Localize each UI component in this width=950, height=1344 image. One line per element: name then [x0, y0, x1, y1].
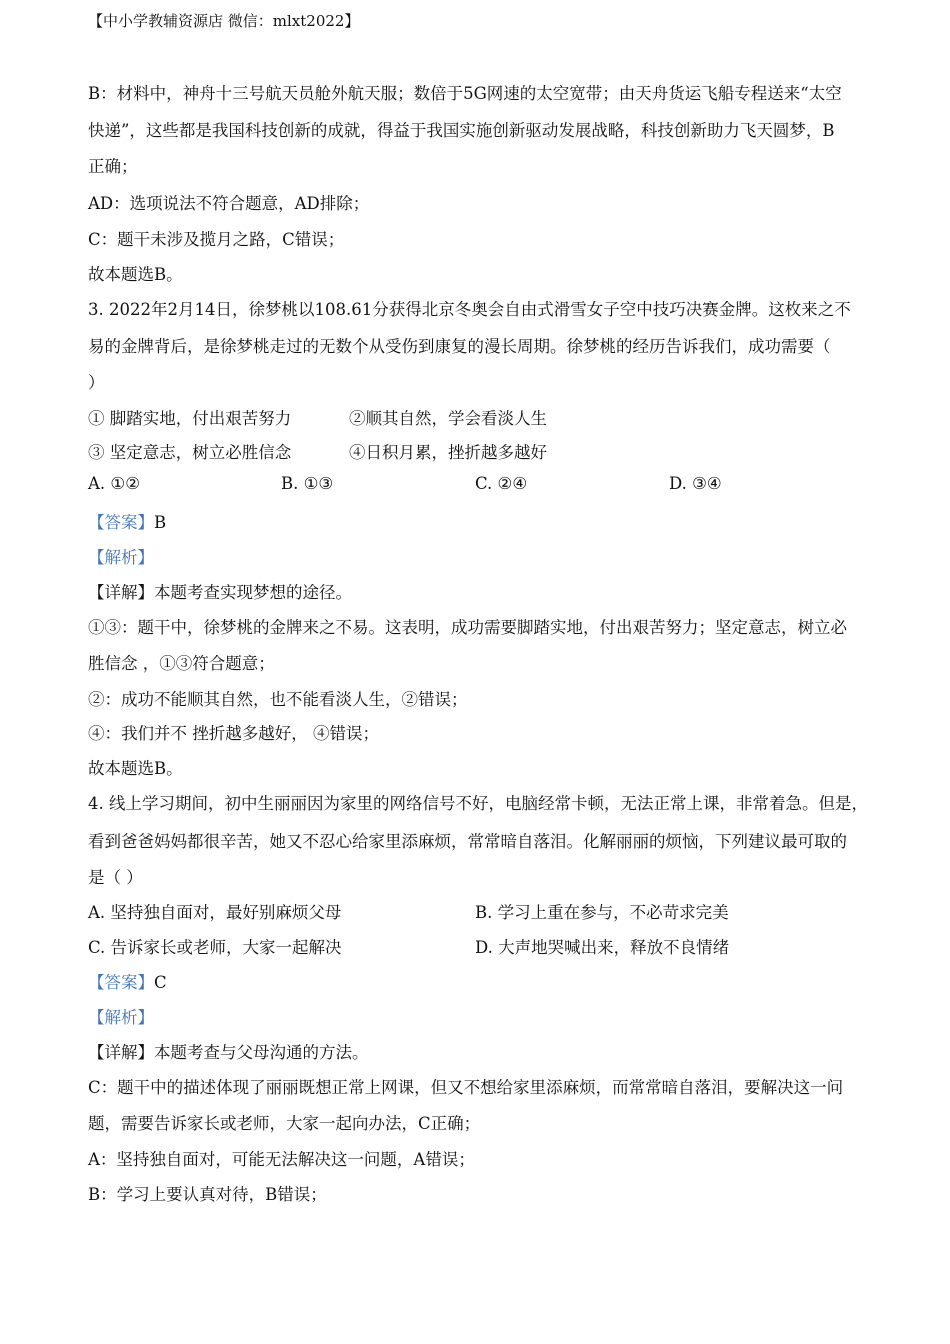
answer-value: C	[154, 973, 167, 992]
q3-analysis-tag: 【解析】	[88, 548, 154, 567]
q3-detail-line: ①③：题干中，徐梦桃的金牌来之不易。这表明，成功需要脚踏实地，付出艰苦努力；坚定意志，树立必	[88, 618, 847, 637]
q3-detail-line: 故本题选B。	[88, 759, 183, 778]
q3-statement-2: ②顺其自然，学会看淡人生	[349, 409, 547, 428]
q4-answer	[88, 969, 167, 993]
conclusion-line: 故本题选B。	[88, 265, 183, 284]
answer-tag: 【答案】	[88, 513, 154, 532]
q3-option-b: B. ①③	[281, 474, 334, 493]
explanation-line: 快递”，这些都是我国科技创新的成就，得益于我国实施创新驱动发展战略，科技创新助力飞天圆梦，B	[88, 121, 835, 140]
q3-statement-1: ① 脚踏实地，付出艰苦努力	[88, 409, 292, 428]
q4-option-b: B. 学习上重在参与，不必苛求完美	[475, 903, 729, 922]
page-header: 【中小学教辅资源店 微信：mlxt2022】	[88, 12, 360, 30]
explanation-line: 正确；	[88, 157, 138, 176]
q3-option-a: A. ①②	[88, 474, 140, 493]
question-4-stem: 4. 线上学习期间，初中生丽丽因为家里的网络信号不好，电脑经常卡顿，无法正常上课，非常着急。但是，	[88, 794, 868, 813]
q3-detail-line: 胜信念 ，①③符合题意；	[88, 654, 275, 673]
q3-detail-line: ④：我们并不 挫折越多越好， ④错误；	[88, 724, 379, 743]
q4-detail-line: B：学习上要认真对待，B错误；	[88, 1185, 327, 1204]
q4-detail-line: C：题干中的描述体现了丽丽既想正常上网课，但又不想给家里添麻烦，而常常暗自落泪，要解决这一问	[88, 1078, 844, 1097]
q4-option-d: D. 大声地哭喊出来，释放不良情绪	[475, 938, 730, 957]
q3-option-c: C. ②④	[475, 474, 528, 493]
q3-answer	[88, 509, 166, 533]
detail-text: 本题考查与父母沟通的方法。	[154, 1043, 369, 1062]
question-3-stem: 3. 2022年2月14日，徐梦桃以108.61分获得北京冬奥会自由式滑雪女子空中技巧决赛金牌。这枚来之不	[88, 300, 851, 319]
answer-tag: 【答案】	[88, 973, 154, 992]
q4-detail-line	[88, 1039, 369, 1063]
q3-statement-3: ③ 坚定意志，树立必胜信念	[88, 443, 292, 462]
detail-tag: 【详解】	[88, 1043, 154, 1062]
question-3-stem: 易的金牌背后，是徐梦桃走过的无数个从受伤到康复的漫长周期。徐梦桃的经历告诉我们，成功需要（	[88, 337, 831, 356]
explanation-line: C：题干未涉及揽月之路，C错误；	[88, 230, 345, 249]
explanation-line: B：材料中，神舟十三号航天员舱外航天服；数倍于5G网速的太空宽带；由天舟货运飞船专程送来“太空	[88, 84, 842, 103]
detail-text: 本题考查实现梦想的途径。	[154, 583, 352, 602]
answer-value: B	[154, 513, 167, 532]
explanation-line: AD：选项说法不符合题意，AD排除；	[88, 194, 370, 213]
q4-option-c: C. 告诉家长或老师，大家一起解决	[88, 938, 342, 957]
q3-statement-4: ④日积月累，挫折越多越好	[349, 443, 547, 462]
question-3-stem: ）	[88, 373, 105, 392]
q4-analysis-tag: 【解析】	[88, 1008, 154, 1027]
q4-detail-line: A：坚持独自面对，可能无法解决这一问题，A错误；	[88, 1150, 475, 1169]
question-4-stem: 看到爸爸妈妈都很辛苦，她又不忍心给家里添麻烦，常常暗自落泪。化解丽丽的烦恼，下列建议最可取的	[88, 832, 847, 851]
q3-detail-line	[88, 579, 352, 603]
detail-tag: 【详解】	[88, 583, 154, 602]
q4-option-a: A. 坚持独自面对，最好别麻烦父母	[88, 903, 342, 922]
q3-detail-line: ②：成功不能顺其自然，也不能看淡人生，②错误；	[88, 690, 468, 709]
question-4-stem: 是（ ）	[88, 868, 143, 887]
q4-detail-line: 题，需要告诉家长或老师，大家一起向办法，C正确；	[88, 1114, 481, 1133]
q3-option-d: D. ③④	[669, 474, 722, 493]
